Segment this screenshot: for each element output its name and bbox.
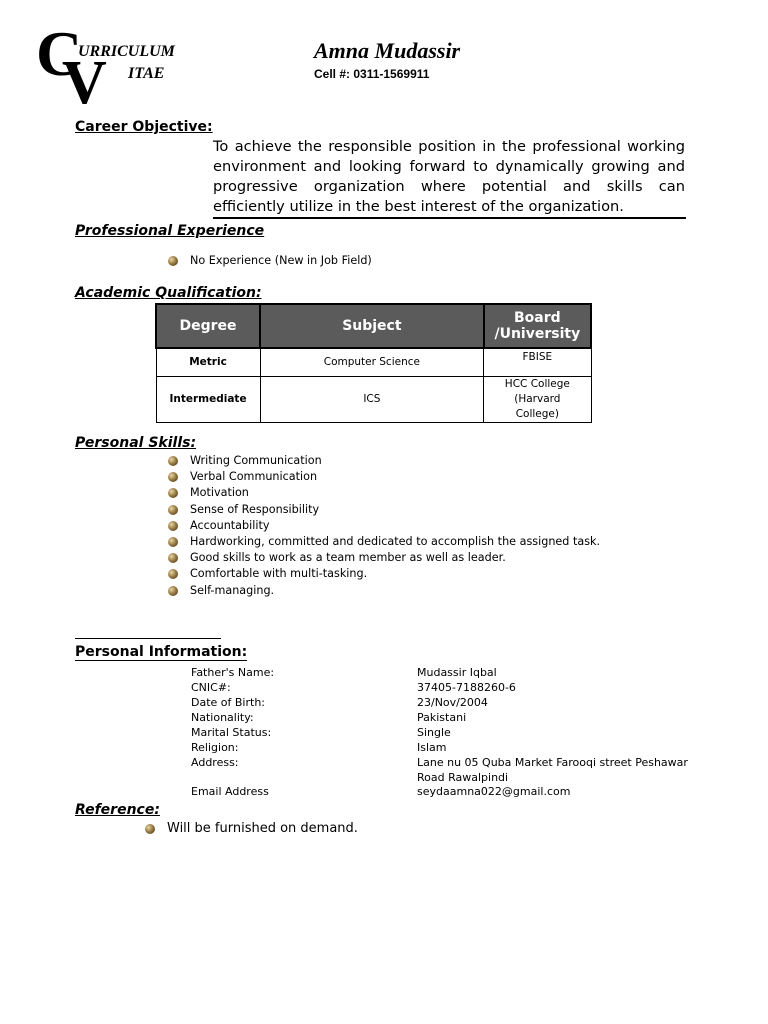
board-cell: FBISE	[484, 348, 591, 376]
info-value-address: Lane nu 05 Quba Market Farooqi street Peshawar Road Rawalpindi	[417, 756, 688, 784]
reference-list	[145, 821, 358, 837]
info-label-email: Email Address	[191, 785, 269, 798]
candidate-name: Amna Mudassir	[314, 38, 461, 63]
info-value-cnic: 37405-7188260-6	[417, 681, 516, 694]
info-value-marital: Single	[417, 726, 451, 739]
bullet-icon	[168, 569, 178, 579]
logo-text-urriculum: URRICULUM	[78, 43, 175, 60]
info-value-religion: Islam	[417, 741, 447, 754]
info-value-father: Mudassir Iqbal	[417, 666, 497, 679]
career-objective-text: To achieve the responsible position in the professional working environment and looking forward to dynamically growing and progressive organization where potential and skills can efficiently utilize in the best interest of the organization.	[213, 138, 685, 215]
info-label-marital: Marital Status:	[191, 726, 272, 739]
list-item: Will be furnished on demand.	[145, 821, 358, 837]
subject-cell: ICS	[260, 376, 484, 422]
bullet-icon	[168, 553, 178, 563]
info-label-father: Father's Name:	[191, 666, 275, 679]
qualification-table	[155, 303, 592, 423]
list-item: Sense of Responsibility	[168, 502, 600, 518]
info-label-nationality: Nationality:	[191, 711, 254, 724]
info-value-email: seydaamna022@gmail.com	[417, 785, 571, 798]
column-header-degree: Degree	[156, 304, 260, 348]
info-label-cnic: CNIC#:	[191, 681, 231, 694]
list-item: Writing Communication	[168, 453, 600, 469]
list-item: Self-managing.	[168, 583, 600, 599]
bullet-icon	[168, 537, 178, 547]
table-row	[156, 376, 591, 422]
info-label-dob: Date of Birth:	[191, 696, 266, 709]
board-cell: HCC College (Harvard College)	[484, 376, 591, 422]
bullet-icon	[168, 256, 178, 266]
experience-heading: Professional Experience	[75, 223, 265, 239]
personal-info-heading: Personal Information:	[75, 644, 248, 660]
bullet-icon	[168, 472, 178, 482]
career-objective-heading: Career Objective:	[75, 119, 213, 135]
info-label-address: Address:	[191, 756, 239, 769]
bullet-icon	[168, 456, 178, 466]
info-value-nationality: Pakistani	[417, 711, 467, 724]
academic-heading: Academic Qualification:	[75, 285, 262, 301]
bullet-icon	[145, 824, 155, 834]
cell-number: Cell #: 0311-1569911	[314, 67, 430, 81]
bullet-icon	[168, 505, 178, 515]
reference-heading: Reference:	[75, 802, 160, 818]
list-item: Motivation	[168, 485, 600, 501]
objective-divider	[213, 217, 686, 219]
degree-cell: Metric	[156, 348, 260, 376]
bullet-icon	[168, 488, 178, 498]
logo-letter-v: V	[62, 49, 107, 117]
degree-cell: Intermediate	[156, 376, 260, 422]
logo-letter-c: C	[36, 18, 83, 89]
column-header-subject: Subject	[260, 304, 484, 348]
skills-list	[168, 453, 600, 599]
table-row	[156, 348, 591, 376]
list-item: Hardworking, committed and dedicated to accomplish the assigned task.	[168, 534, 600, 550]
table-header-row	[156, 304, 591, 348]
subject-cell: Computer Science	[260, 348, 484, 376]
list-item: Comfortable with multi-tasking.	[168, 566, 600, 582]
experience-list	[168, 253, 372, 269]
list-item: Accountability	[168, 518, 600, 534]
list-item: No Experience (New in Job Field)	[168, 253, 372, 269]
info-label-religion: Religion:	[191, 741, 239, 754]
list-item: Verbal Communication	[168, 469, 600, 485]
skills-heading: Personal Skills:	[75, 435, 197, 451]
column-header-board: Board /University	[484, 304, 591, 348]
personal-info-divider	[75, 638, 221, 639]
list-item: Good skills to work as a team member as well as leader.	[168, 550, 600, 566]
bullet-icon	[168, 586, 178, 596]
bullet-icon	[168, 521, 178, 531]
logo-text-itae: ITAE	[128, 65, 165, 82]
info-value-dob: 23/Nov/2004	[417, 696, 488, 709]
